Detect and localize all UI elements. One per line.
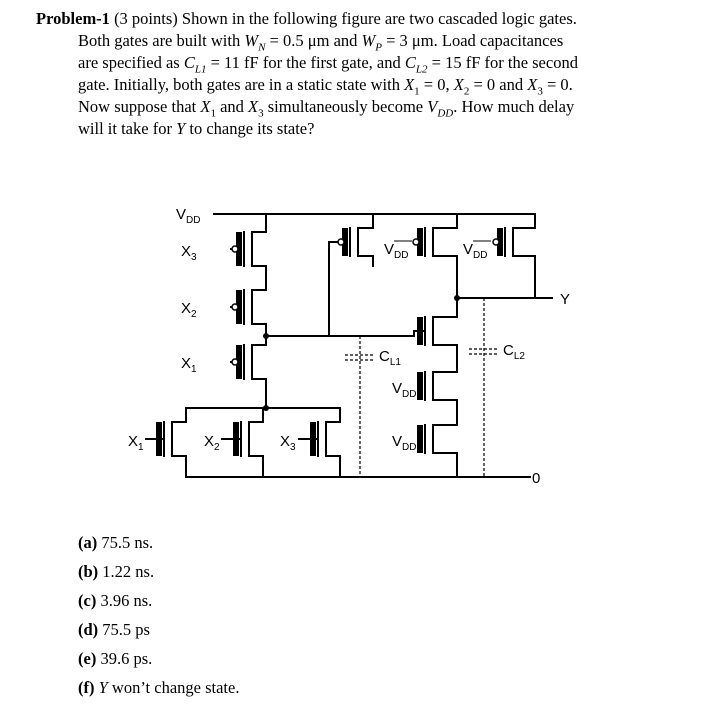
cl2-symbol: C <box>404 53 416 72</box>
choice-text: 3.96 ns. <box>100 591 153 610</box>
cl1-subscript: L1 <box>194 63 207 76</box>
x1-value: = 0, <box>419 75 454 94</box>
cl1-value: = 11 fF for the first gate, and <box>206 53 405 72</box>
wn-symbol: W <box>244 31 259 50</box>
choice-label: (d) <box>78 620 99 639</box>
wn-value: = 0.5 μm and <box>265 31 362 50</box>
x3-value: = 0. <box>542 75 573 94</box>
vdd-nmos2-label: $V_{DD}$ <box>392 433 417 453</box>
problem-points: (3 points) <box>114 9 178 28</box>
x1-subscript: 1 <box>414 85 420 98</box>
choice-label: (b) <box>78 562 99 581</box>
choice-label: (a) <box>78 533 98 552</box>
problem-text-6: will it take for <box>78 119 177 138</box>
choice-a[interactable] <box>78 528 239 557</box>
choice-text: 75.5 ps <box>102 620 150 639</box>
choice-text: 1.22 ns. <box>102 562 155 581</box>
x3-bottom-label: $X_3$ <box>280 433 296 453</box>
pmos-bubbles <box>232 239 499 365</box>
choice-text: 39.6 ps. <box>100 649 153 668</box>
problem-text-4: gate. Initially, both gates are in a static state with <box>78 75 405 94</box>
problem-text-5c: simultaneously become <box>263 97 428 116</box>
problem-text-5d: . How much delay <box>453 97 575 116</box>
new-x3-subscript: 3 <box>258 107 264 120</box>
choice-text: 75.5 ns. <box>101 533 154 552</box>
answer-choices <box>78 528 239 702</box>
x2-top-label: $X_2$ <box>181 300 197 320</box>
choice-d[interactable] <box>78 615 239 644</box>
vdd-pmos2-label: $V_{DD}$ <box>463 241 488 261</box>
problem-text-3: are specified as <box>78 53 184 72</box>
choice-f[interactable] <box>78 673 239 702</box>
vdd-pmos1-label: $V_{DD}$ <box>384 241 409 261</box>
x2-bottom-label: $X_2$ <box>204 433 220 453</box>
choice-text: won’t change state. <box>107 678 240 697</box>
problem-text-5b: and <box>215 97 249 116</box>
cl1-symbol: C <box>183 53 195 72</box>
choice-label: (f) <box>78 678 95 697</box>
x2-symbol: X <box>453 75 464 94</box>
cl2-label: $C_{L2}$ <box>503 342 525 362</box>
junction-dots <box>263 295 460 411</box>
choice-label: (e) <box>78 649 97 668</box>
cl2-subscript: L2 <box>415 63 428 76</box>
x3-top-label: $X_3$ <box>181 243 197 263</box>
wp-subscript: P <box>375 41 382 54</box>
x2-subscript: 2 <box>463 85 470 98</box>
problem-heading: Problem-1 <box>36 9 110 28</box>
vdd-subscript: DD <box>437 107 454 120</box>
x3-subscript: 3 <box>537 85 543 98</box>
choice-c[interactable] <box>78 586 239 615</box>
y-symbol: Y <box>176 119 186 138</box>
x1-symbol: X <box>404 75 415 94</box>
wp-symbol: W <box>361 31 376 50</box>
cl1-label: $C_{L1}$ <box>379 348 401 368</box>
choice-y-symbol: Y <box>98 678 108 697</box>
choice-e[interactable] <box>78 644 239 673</box>
vdd-symbol: V <box>427 97 438 116</box>
ground-label: 0 <box>532 470 541 487</box>
vdd-nmos1-label: $V_{DD}$ <box>392 380 417 400</box>
wp-value: = 3 μm. Load capacitances <box>382 31 564 50</box>
problem-text-2: Both gates are built with <box>78 31 241 50</box>
problem-text-1: Shown in the following figure are two cascaded logic gates. <box>181 9 577 28</box>
vdd-top-label: $V_{DD}$ <box>176 206 201 226</box>
x2-value: = 0 and <box>469 75 528 94</box>
new-x1-subscript: 1 <box>210 107 216 120</box>
x1-bottom-label: $X_1$ <box>128 433 144 453</box>
choice-b[interactable] <box>78 557 239 586</box>
wn-subscript: N <box>258 41 266 54</box>
problem-text-6b: to change its state? <box>185 119 315 138</box>
output-y-label: Y <box>560 291 571 308</box>
x1-top-label: $X_1$ <box>181 355 197 375</box>
new-x3-symbol: X <box>248 97 259 116</box>
x3-symbol: X <box>527 75 538 94</box>
choice-label: (c) <box>78 591 97 610</box>
new-x1-symbol: X <box>200 97 211 116</box>
problem-text-5: Now suppose that <box>78 97 201 116</box>
cl2-value: = 15 fF for the second <box>427 53 578 72</box>
